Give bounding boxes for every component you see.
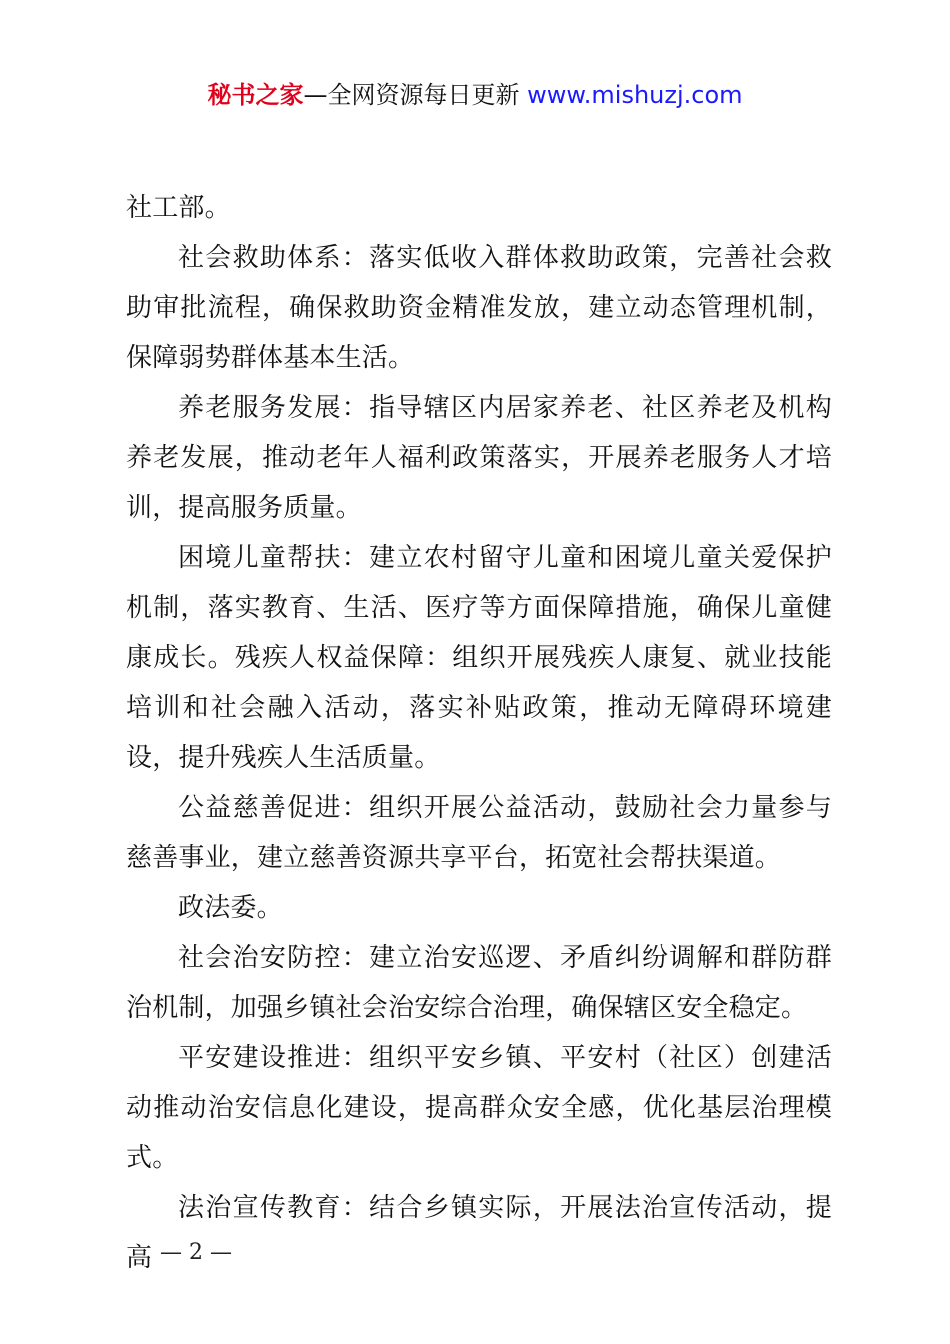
- page-number: — 2 —: [160, 1240, 232, 1265]
- paragraph: 社会救助体系：落实低收入群体救助政策，完善社会救助审批流程，确保救助资金精准发放，建立动态管理机制，保障弱势群体基本生活。: [126, 243, 832, 373]
- header-tagline: —全网资源每日更新: [303, 81, 528, 109]
- document-body: [126, 183, 832, 1283]
- site-url-link[interactable]: www.mishuzj.com: [527, 81, 743, 109]
- paragraph: 养老服务发展：指导辖区内居家养老、社区养老及机构养老发展，推动老年人福利政策落实，开展养老服务人才培训，提高服务质量。: [126, 393, 832, 523]
- paragraph: 社会治安防控：建立治安巡逻、矛盾纠纷调解和群防群治机制，加强乡镇社会治安综合治理，确保辖区安全稳定。: [126, 943, 832, 1023]
- paragraph: 法治宣传教育：结合乡镇实际，开展法治宣传活动，提高: [126, 1193, 832, 1273]
- paragraph: 困境儿童帮扶：建立农村留守儿童和困境儿童关爱保护机制，落实教育、生活、医疗等方面保障措施，确保儿童健康成长。残疾人权益保障：组织开展残疾人康复、就业技能培训和社会融入活动，落实补贴政策，推动无障碍环境建设，提升残疾人生活质量。: [126, 543, 832, 773]
- paragraph: 公益慈善促进：组织开展公益活动，鼓励社会力量参与慈善事业，建立慈善资源共享平台，拓宽社会帮扶渠道。: [126, 793, 832, 873]
- paragraph: 政法委。: [178, 893, 283, 923]
- paragraph: 平安建设推进：组织平安乡镇、平安村（社区）创建活动推动治安信息化建设，提高群众安全感，优化基层治理模式。: [126, 1043, 832, 1173]
- paragraph: 社工部。: [126, 193, 231, 223]
- brand-name: 秘书之家: [207, 81, 304, 109]
- site-header: [0, 78, 950, 112]
